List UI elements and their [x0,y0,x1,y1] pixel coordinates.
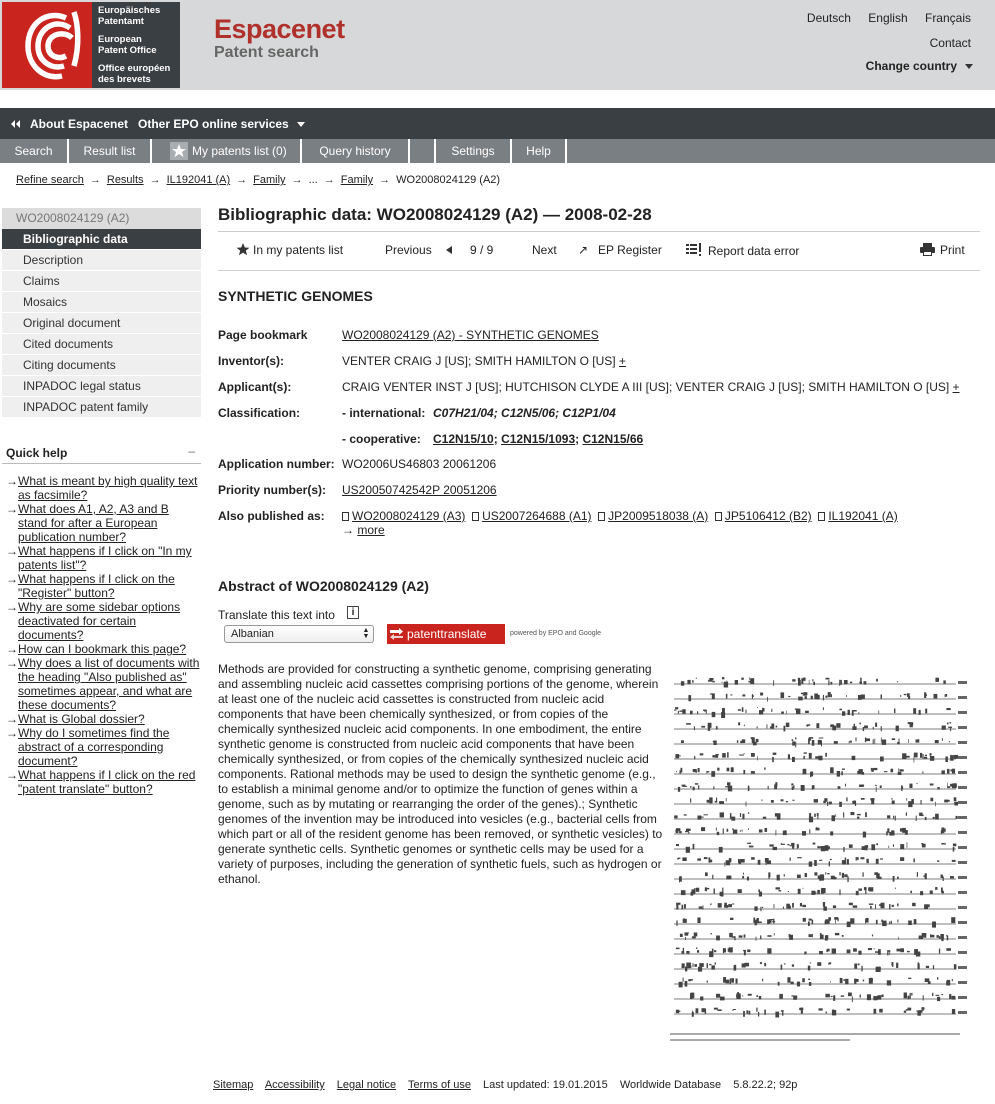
breadcrumb-family[interactable]: Family [253,174,286,186]
tab-search[interactable]: Search [0,139,69,163]
sidebar-header: WO2008024129 (A2) [2,208,201,229]
arrow-right-icon: → [323,174,335,186]
applicants-text: CRAIG VENTER INST J [US]; HUTCHISON CLYDE A III [US]; VENTER CRAIG J [US]; SMITH HAMILTON O [US] [342,380,953,394]
brand-subtitle: Patent search [214,44,319,61]
arrow-right-icon: → [6,544,18,558]
inventors-value [342,354,626,368]
tab-spacer [410,139,436,163]
main-tabs [0,139,995,163]
select-arrows-icon: ▲ ▼ [362,627,370,640]
arrow-right-icon: → [6,656,18,670]
also-published-link[interactable]: JP5106412 (B2) [724,509,812,523]
arrow-right-icon: → [291,174,303,186]
breadcrumb-refine-search[interactable]: Refine search [16,174,84,186]
star-icon [170,142,188,160]
more-label: more [357,523,385,537]
coop-class-link[interactable]: C12N15/1093 [501,432,576,446]
page-bookmark-label: Page bookmark [218,328,308,342]
also-published-link[interactable]: US2007264688 (A1) [482,509,592,523]
lang-deutsch[interactable]: Deutsch [806,11,851,25]
sidebar-item-inpadoc-legal-status[interactable]: INPADOC legal status [2,376,201,397]
tab-my-patents-label: My patents list (0) [192,144,287,158]
quick-help-link[interactable]: What happens if I click on "In my patents list"? [18,544,192,572]
other-epo-services-menu[interactable] [138,117,305,131]
inventors-expand-button[interactable]: + [618,354,626,368]
page-bookmark-link[interactable]: WO2008024129 (A2) - SYNTHETIC GENOMES [342,328,599,342]
quick-help-link[interactable]: How can I bookmark this page? [18,642,187,656]
quick-help-link[interactable]: Why do I sometimes find the abstract of a corresponding document? [18,726,170,768]
inventors-text: VENTER CRAIG J [US]; SMITH HAMILTON O [US] [342,354,619,368]
selected-language: Albanian [231,628,274,640]
change-country-label: Change country [865,59,957,73]
powered-by-text: powered by EPO and Google [510,630,602,637]
report-icon [686,243,702,257]
triangle-left-icon[interactable] [446,246,452,254]
result-position: 9 / 9 [470,243,494,257]
quick-help-item[interactable] [2,572,201,600]
logo-line: Patentamt [98,15,144,27]
footer-sitemap-link[interactable]: Sitemap [213,1079,254,1091]
patent-drawing-thumbnail[interactable] [670,676,970,1046]
report-error-button[interactable] [686,243,799,258]
next-button[interactable]: Next [532,243,557,257]
add-to-my-patents-button[interactable] [236,243,343,257]
brand[interactable] [214,14,345,62]
quick-help-item[interactable] [2,726,201,768]
breadcrumb-family-2[interactable]: Family [340,174,374,186]
arrow-right-icon: → [6,712,18,726]
lang-francais[interactable]: Français [924,11,971,25]
application-number-value: WO2006US46803 20061206 [342,457,497,471]
applicants-expand-button[interactable]: + [952,380,960,394]
tab-query-history[interactable]: Query history [302,139,410,163]
sidebar-item-mosaics[interactable]: Mosaics [2,292,201,313]
quick-help-link[interactable]: What does A1, A2, A3 and B stand for after a European publication number? [18,502,169,544]
tab-settings[interactable]: Settings [436,139,512,163]
footer-database: Worldwide Database [619,1079,722,1091]
coop-class-link[interactable]: C12N15/66 [582,432,644,446]
chevron-down-icon [965,64,973,69]
coop-classification-values: C12N15/10; C12N15/1093; C12N15/66 [433,432,644,446]
sidebar-item-original-document[interactable]: Original document [2,313,201,334]
arrow-right-icon: → [6,768,18,782]
also-published-link[interactable]: WO2008024129 (A3) [352,509,466,523]
translate-arrows-icon [390,628,403,640]
breadcrumb-ellipsis: ... [308,174,318,186]
also-published-label: Also published as: [218,509,325,523]
top-nav [0,108,995,139]
logo-line: Office européen [98,63,171,74]
change-country-dropdown[interactable] [866,59,973,73]
document-icon [598,512,605,521]
tab-help[interactable]: Help [512,139,567,163]
chevron-down-icon [297,122,305,127]
epo-logo[interactable] [2,2,180,88]
quick-help-title [2,446,201,464]
also-published-link[interactable]: IL192041 (A) [828,509,898,523]
arrow-right-icon: → [6,642,18,656]
intl-classification-value: C07H21/04; C12N5/06; C12P1/04 [433,406,616,420]
quick-help-link[interactable]: What is Global dossier? [18,712,145,726]
document-icon [818,512,825,521]
sidebar-item-cited-documents[interactable]: Cited documents [2,334,201,355]
arrow-right-icon: → [89,174,101,186]
sidebar-item-description[interactable]: Description [2,250,201,271]
priority-number-link[interactable]: US20050742542P 20051206 [342,483,497,497]
classification-label: Classification: [218,406,301,420]
abstract-text: Methods are provided for constructing a synthetic genome, comprising generating and assembling nucleic acid cassettes comprising portions of the genome, wherein at least one of the nucleic acid cassettes is constructed from nucleic acid components that have been chemically synthesized, or from copies of the chemically synthesized nucleic acid components. In one embodiment, the entire synthetic genome is constructed from nucleic acid components that have been chemically synthesized, or from copies of the chemically synthesized nucleic acid components. Rational methods may be used to design the synthetic genome (e.g., to establish a minimal genome and/or to optimize the function of genes within a genome, such as by mutating or rearranging the order of the genes).; Synthetic genomes of the invention may be introduced into vesicles (e.g., bacterial cells from which part or all of the resident genome has been removed, or synthetic vesicles) to generate synthetic cells. Synthetic genomes or synthetic cells may be used for a variety of purposes, including the generation of synthetic fuels, such as hydrogen or ethanol. [218,662,663,886]
quick-help-list [2,464,201,796]
sidebar [2,208,201,418]
abstract-title: Abstract of WO2008024129 (A2) [218,578,429,594]
arrow-right-icon: → [6,474,18,488]
arrow-right-icon: → [379,174,391,186]
translate-label: Translate this text into [218,608,335,622]
epo-logo-text [92,2,180,88]
arrow-right-icon: → [6,502,18,516]
quick-help [2,446,201,796]
arrow-right-icon: → [342,523,354,537]
sidebar-item-inpadoc-patent-family[interactable]: INPADOC patent family [2,397,201,418]
footer-last-updated: Last updated: 19.01.2015 [483,1079,608,1091]
inventors-label: Inventor(s): [218,354,284,368]
footer-legal-notice-link[interactable]: Legal notice [336,1079,397,1091]
quick-help-item[interactable] [2,600,201,642]
print-label: Print [940,243,965,257]
other-services-label: Other EPO online services [138,117,289,131]
footer-accessibility-link[interactable]: Accessibility [264,1079,325,1091]
quick-help-link[interactable]: Why are some sidebar options deactivated for certain documents? [18,600,181,642]
external-link-icon: ↗ [578,243,589,257]
arrow-right-icon: → [236,174,248,186]
patent-translate-label-box [387,624,505,644]
quick-help-label: Quick help [6,446,68,460]
breadcrumb-current: WO2008024129 (A2) [396,174,501,186]
report-error-label: Report data error [708,244,800,258]
sidebar-item-claims[interactable]: Claims [2,271,201,292]
star-icon [236,243,250,256]
lang-english[interactable]: English [868,11,908,25]
breadcrumb-il192041[interactable]: IL192041 (A) [166,174,231,186]
brand-title: Espacenet [214,14,345,44]
main-content [218,200,980,886]
priority-number-label: Priority number(s): [218,483,327,497]
print-button[interactable] [920,243,965,257]
my-patents-label: In my patents list [253,243,344,257]
quick-help-item[interactable] [2,474,201,502]
footer-terms-link[interactable]: Terms of use [407,1079,471,1091]
tab-my-patents-list[interactable] [152,139,302,163]
quick-help-item[interactable] [2,502,201,544]
arrow-right-icon: → [6,572,18,586]
contact-link[interactable]: Contact [929,36,971,50]
footer-version: 5.8.22.2; 92p [733,1079,798,1091]
application-number-label: Application number: [218,457,335,471]
breadcrumb-results[interactable]: Results [106,174,144,186]
tab-result-list[interactable]: Result list [69,139,152,163]
quick-help-item[interactable] [2,768,201,796]
info-icon[interactable]: i [347,606,359,619]
quick-help-item[interactable] [2,642,201,656]
breadcrumb [16,174,500,186]
arrow-right-icon: → [6,600,18,614]
printer-icon [920,243,935,256]
document-icon [715,512,722,521]
page-title: Bibliographic data: WO2008024129 (A2) — 2008-02-28 [218,205,652,224]
coop-classification-label: - cooperative: [342,432,421,446]
quick-help-item[interactable] [2,656,201,712]
applicants-label: Applicant(s): [218,380,292,394]
quick-help-link[interactable]: What is meant by high quality text as facsimile? [18,474,198,502]
header [0,0,995,90]
document-icon [342,512,349,521]
sidebar-item-citing-documents[interactable]: Citing documents [2,355,201,376]
about-espacenet-menu[interactable]: About Espacenet [30,117,129,131]
intl-classification-label: - international: [342,406,426,420]
sidebar-item-bibliographic-data[interactable]: Bibliographic data [2,229,201,250]
translate-language-select[interactable] [224,625,374,643]
applicants-value [342,380,960,394]
quick-help-link[interactable]: What happens if I click on the red "patent translate" button? [18,768,196,796]
ep-register-link[interactable]: EP Register [598,243,662,257]
document-icon [472,512,479,521]
also-published-values [342,509,898,523]
footer [213,1079,806,1091]
arrow-right-icon: → [6,726,18,740]
arrow-right-icon: → [149,174,161,186]
logo-line: des brevets [98,73,151,85]
language-links [793,11,971,25]
double-chevron-left-icon[interactable] [11,120,21,128]
quick-help-item[interactable] [2,712,201,726]
previous-button[interactable]: Previous [385,243,432,257]
logo-line: Patent Office [98,44,157,56]
patent-translate-text: patenttranslate [407,627,487,641]
quick-help-link[interactable]: Why does a list of documents with the heading "Also published as" sometimes appear, and what are these documents? [18,656,200,712]
quick-help-item[interactable] [2,544,201,572]
coop-class-link[interactable]: C12N15/10 [433,432,494,446]
document-toolbar [218,231,980,271]
more-link[interactable] [342,523,385,537]
logo-line: European [98,34,142,45]
logo-line: Europäisches [98,5,161,16]
also-published-link[interactable]: JP2009518038 (A) [608,509,709,523]
epo-logo-icon [18,4,84,86]
document-title: SYNTHETIC GENOMES [218,288,373,304]
collapse-icon[interactable]: – [188,444,195,458]
quick-help-link[interactable]: What happens if I click on the "Register" button? [18,572,175,600]
